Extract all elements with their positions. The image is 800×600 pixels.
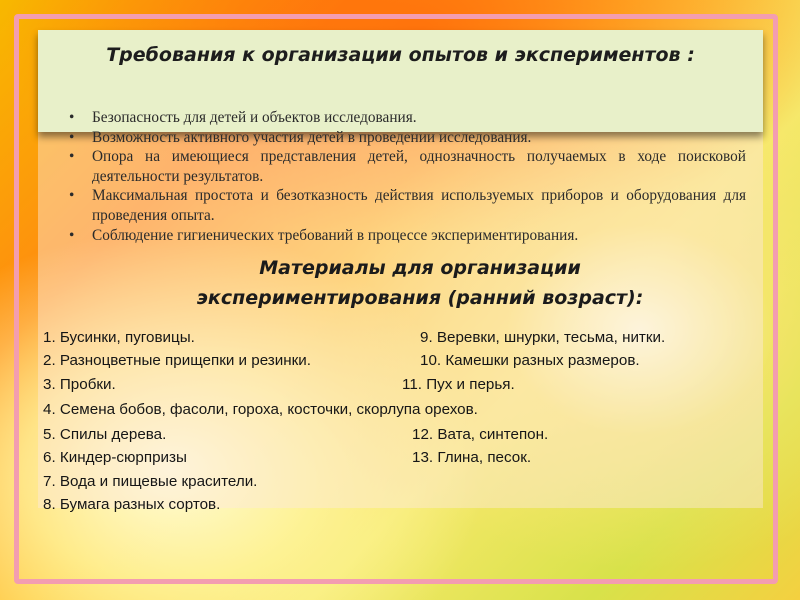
materials-item: 3. Пробки. — [43, 376, 116, 393]
materials-item: 9. Веревки, шнурки, тесьма, нитки. — [420, 329, 666, 346]
list-item: • Возможность активного участия детей в проведении исследования. — [66, 128, 746, 148]
list-item: • Соблюдение гигиенических требований в процессе экспериментирования. — [66, 226, 746, 246]
materials-item: 8. Бумага разных сортов. — [43, 496, 221, 513]
list-item: • Безопасность для детей и объектов исследования. — [66, 108, 746, 128]
materials-item: 10. Камешки разных размеров. — [420, 352, 640, 369]
materials-item: 6. Киндер-сюрпризы — [43, 449, 187, 466]
materials-title: Материалы для организации экспериментирования (ранний возраст): — [196, 257, 644, 309]
list-item: • Опора на имеющиеся представления детей, однозначность получаемых в ходе поисковой деятельности результатов. — [66, 147, 746, 186]
materials-item: 13. Глина, песок. — [412, 449, 532, 466]
materials-item: 1. Бусинки, пуговицы. — [43, 329, 195, 346]
materials-item: 7. Вода и пищевые красители. — [43, 473, 258, 490]
list-item: • Максимальная простота и безотказность действия используемых приборов и оборудования для проведения опыта. — [66, 186, 746, 225]
slide-title: Требования к организации опытов и экспериментов : — [106, 44, 695, 66]
materials-item: 4. Семена бобов, фасоли, гороха, косточки, скорлупа орехов. — [43, 401, 478, 418]
requirements-list — [66, 108, 746, 245]
materials-item: 2. Разноцветные прищепки и резинки. — [43, 352, 311, 369]
materials-item: 11. Пух и перья. — [402, 376, 515, 393]
materials-item: 5. Спилы дерева. — [43, 426, 167, 443]
materials-item: 12. Вата, синтепон. — [412, 426, 549, 443]
